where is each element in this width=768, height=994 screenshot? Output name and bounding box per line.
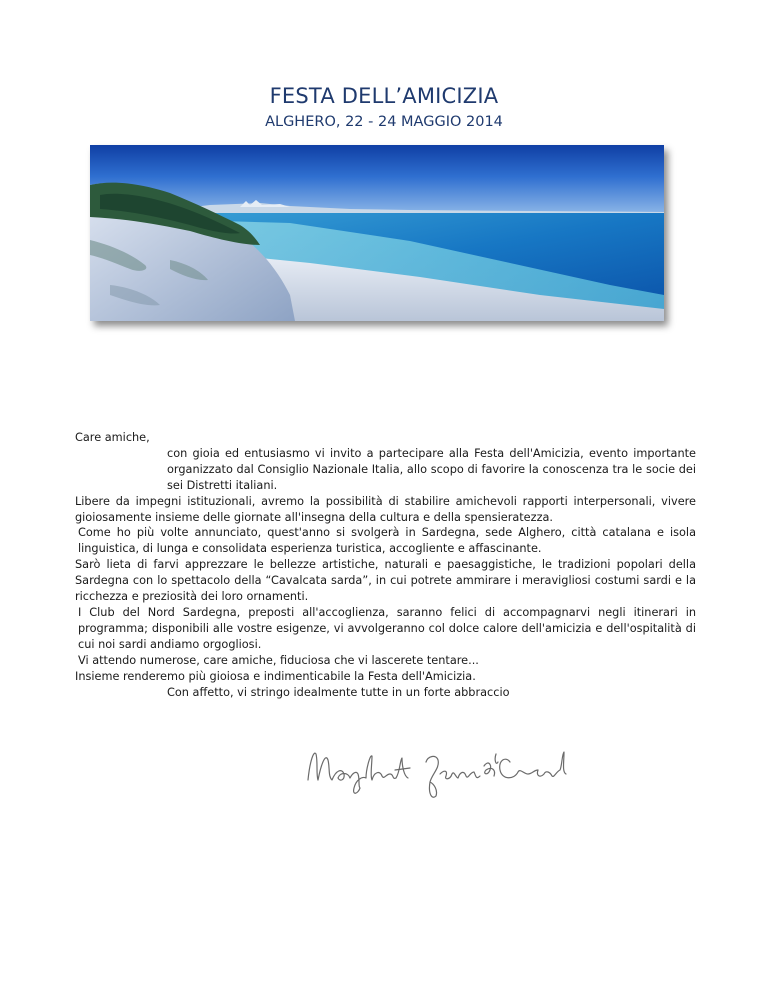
closing-line: Con affetto, vi stringo idealmente tutte in un forte abbraccio xyxy=(167,685,510,699)
signature-image xyxy=(300,740,600,810)
beach-panorama-image xyxy=(90,145,664,321)
salutation: Care amiche, xyxy=(75,431,150,444)
letter-paragraph: Libere da impegni istituzionali, avremo la possibilità di stabilire amichevoli rapporti interpersonali, vivere gioiosamente insieme delle giornate all'insegna della cultura e della spensieratezza. xyxy=(75,494,696,524)
letter-body xyxy=(75,430,696,700)
page-subtitle: ALGHERO, 22 - 24 MAGGIO 2014 xyxy=(265,114,503,130)
letter-paragraph: I Club del Nord Sardegna, preposti all'accoglienza, saranno felici di accompagnarvi negli itinerari in programma; disponibili alle vostre esigenze, vi avvolgeranno col dolce calore dell'amicizia e dell'ospitalità di cui noi sardi andiamo orgogliosi. xyxy=(78,605,696,651)
letter-paragraph: Vi attendo numerose, care amiche, fiduciosa che vi lascerete tentare... xyxy=(78,653,479,667)
letter-paragraph: con gioia ed entusiasmo vi invito a partecipare alla Festa dell'Amicizia, evento importante organizzato dal Consiglio Nazionale Italia, allo scopo di favorire la conoscenza tra le socie dei sei Distretti italiani. xyxy=(167,446,696,492)
handwritten-signature xyxy=(300,740,600,810)
beach-photo xyxy=(90,145,664,321)
letter-paragraph: Insieme renderemo più gioiosa e indimenticabile la Festa dell'Amicizia. xyxy=(75,669,476,683)
letter-paragraph: Sarò lieta di farvi apprezzare le bellezze artistiche, naturali e paesaggistiche, le tradizioni popolari della Sardegna con lo spettacolo della “Cavalcata sarda”, in cui potrete ammirare i meravigliosi costumi sardi e la ricchezza e preziosità dei loro ornamenti. xyxy=(75,558,696,604)
letter-paragraph: Come ho più volte annunciato, quest'anno si svolgerà in Sardegna, sede Alghero, città catalana e isola linguistica, di lunga e consolidata esperienza turistica, accogliente e affascinante. xyxy=(78,526,696,556)
page-title: FESTA DELL’AMICIZIA xyxy=(269,84,499,108)
